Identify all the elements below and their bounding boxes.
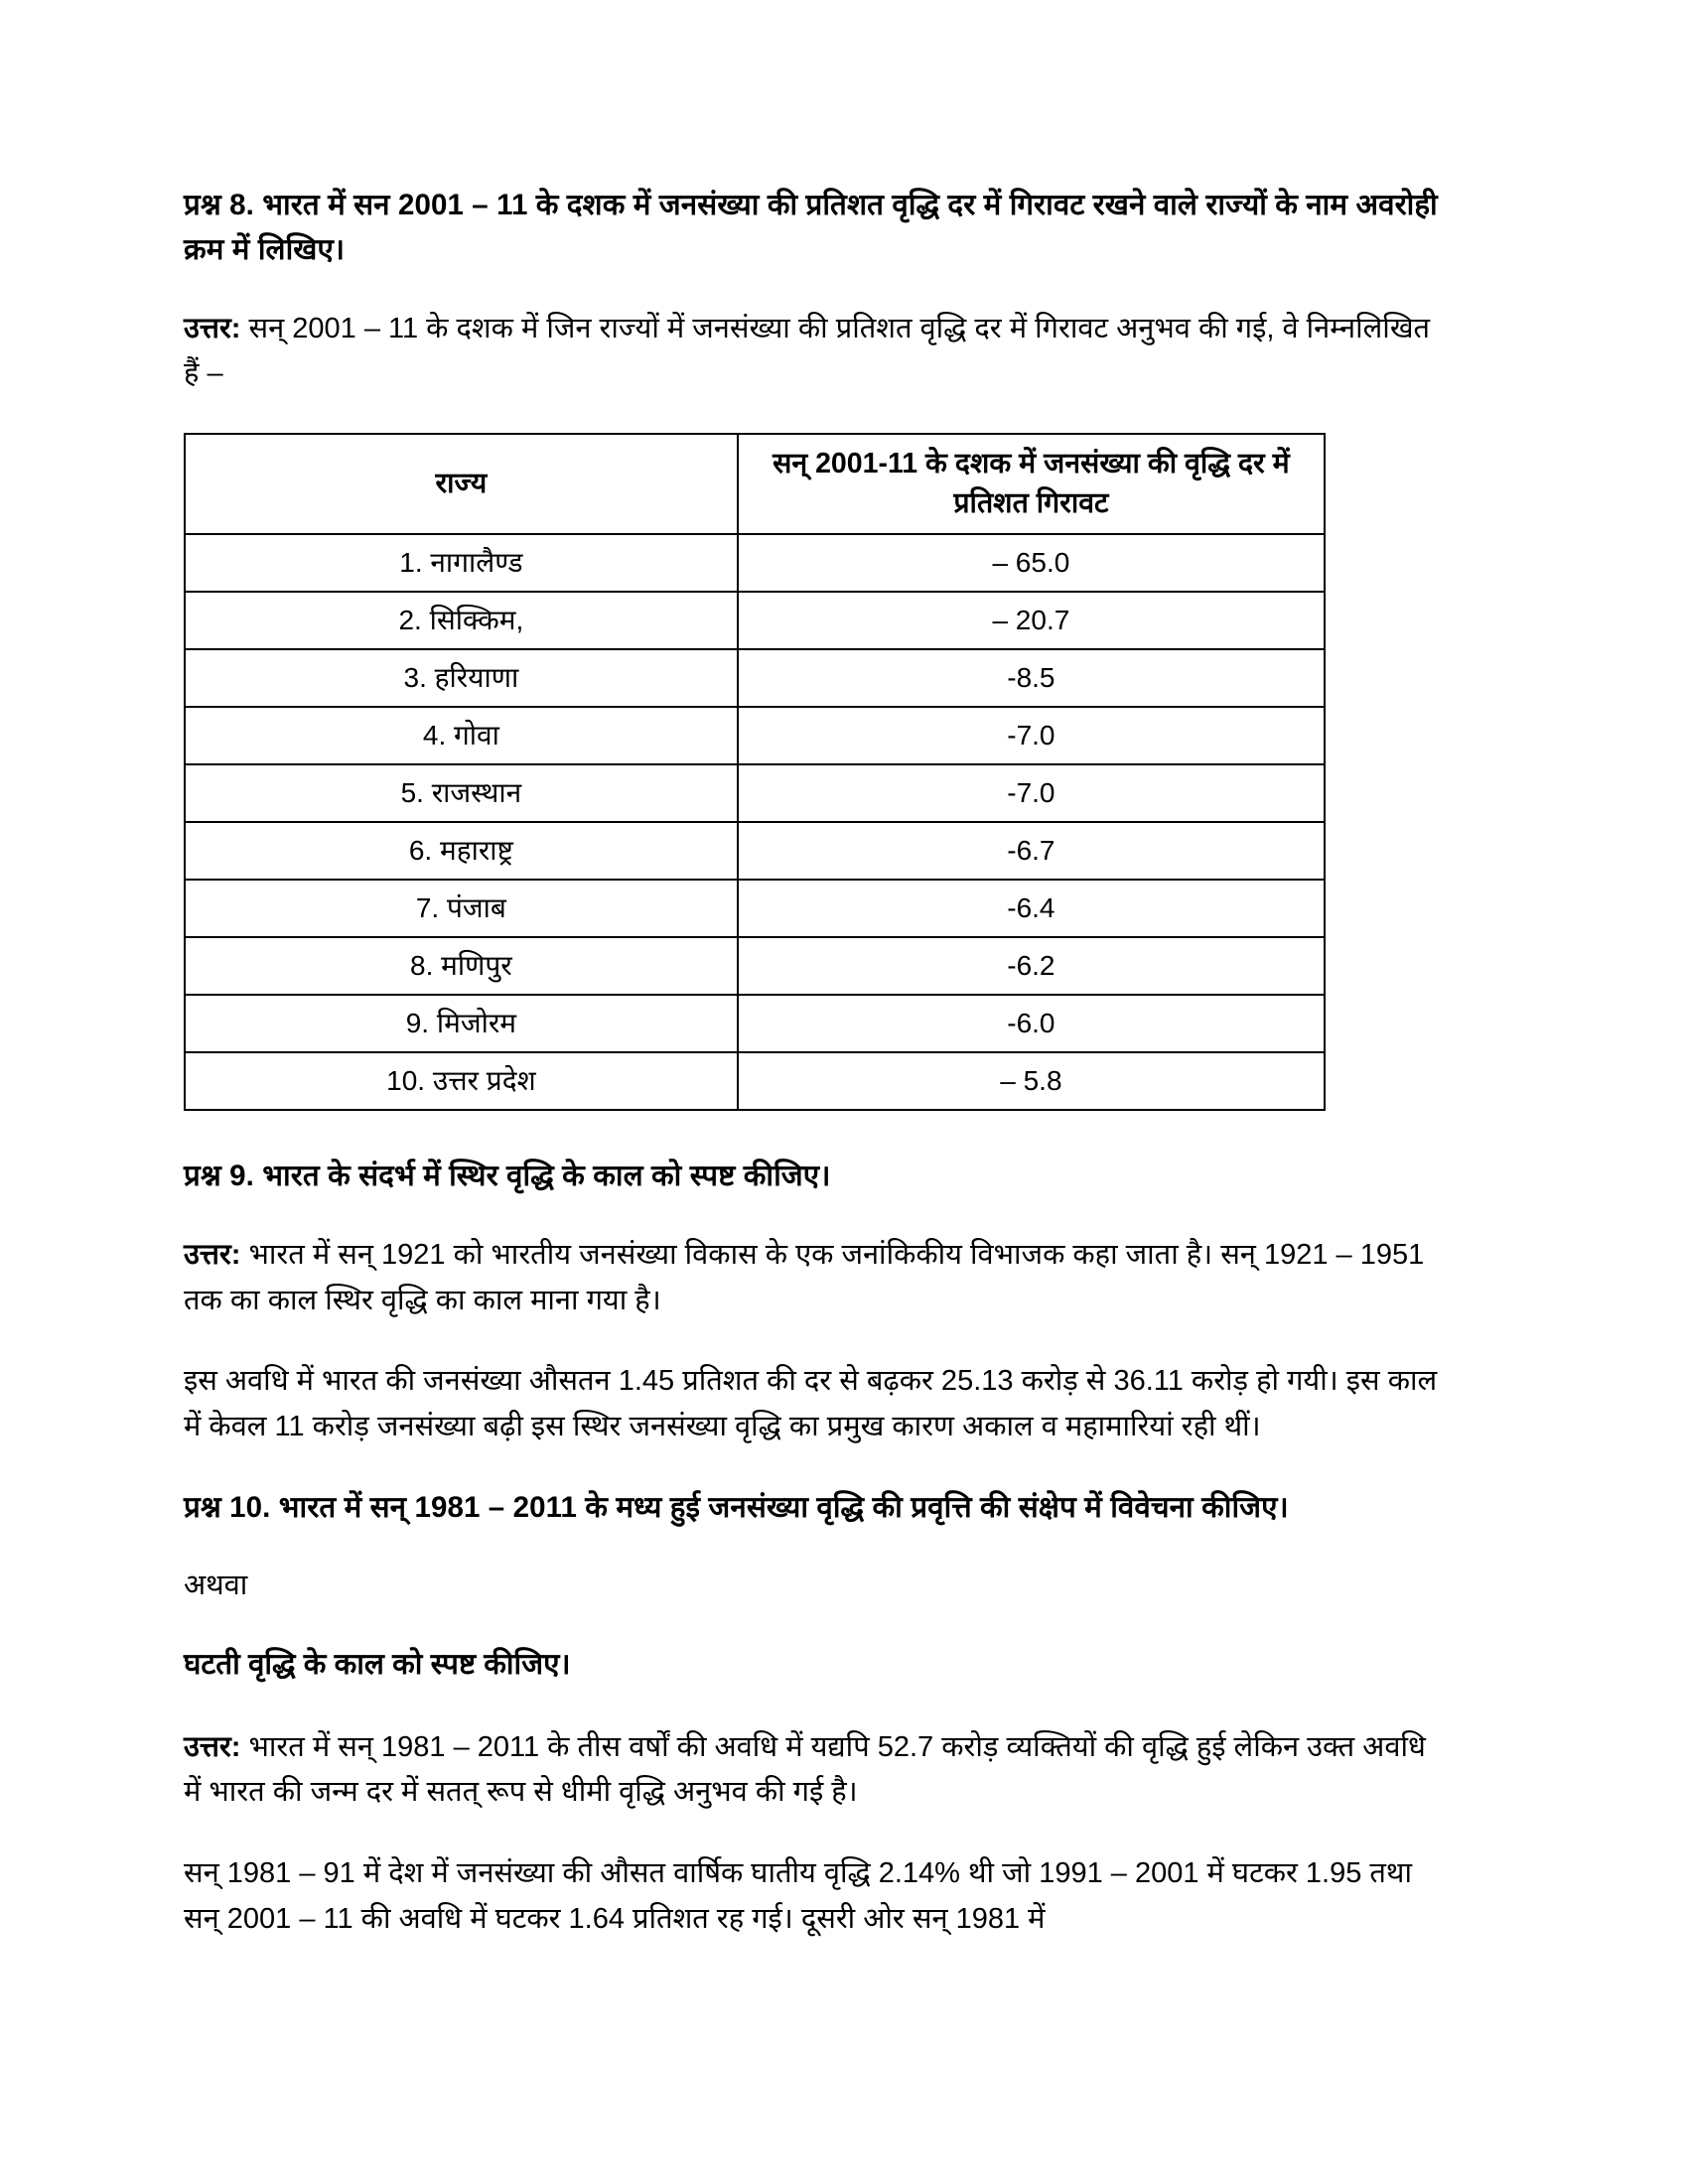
- table-row: [185, 534, 1325, 592]
- answer-text-9: भारत में सन् 1921 को भारतीय जनसंख्या विकास के एक जनांकिकीय विभाजक कहा जाता है। सन् 1921 – 1951 तक का काल स्थिर वृद्धि का काल माना गया है।: [184, 1238, 1425, 1316]
- question-9-answer: [184, 1233, 1440, 1324]
- cell-state: 7. पंजाब: [185, 880, 738, 937]
- table-row: [185, 937, 1325, 995]
- table-body: [185, 534, 1325, 1110]
- cell-value: – 65.0: [738, 534, 1325, 592]
- cell-state: 8. मणिपुर: [185, 937, 738, 995]
- cell-state: 1. नागालैण्ड: [185, 534, 738, 592]
- cell-state: 9. मिजोरम: [185, 995, 738, 1052]
- cell-state: 5. राजस्थान: [185, 764, 738, 822]
- table-header-row: [185, 434, 1325, 534]
- answer-text-8: सन् 2001 – 11 के दशक में जिन राज्यों में जनसंख्या की प्रतिशत वृद्धि दर में गिरावट अनुभव की गई, वे निम्नलिखित हैं –: [184, 312, 1431, 390]
- table-row: [185, 880, 1325, 937]
- cell-value: -6.7: [738, 822, 1325, 880]
- cell-value: -6.2: [738, 937, 1325, 995]
- table-row: [185, 822, 1325, 880]
- answer-text-10: भारत में सन् 1981 – 2011 के तीस वर्षों की अवधि में यद्यपि 52.7 करोड़ व्यक्तियों की वृद्धि हुई लेकिन उक्त अवधि में भारत की जन्म दर में सतत् रूप से धीमी वृद्धि अनुभव की गई है।: [184, 1730, 1426, 1809]
- column-header-state: राज्य: [185, 434, 738, 534]
- cell-value: -6.4: [738, 880, 1325, 937]
- table-head: [185, 434, 1325, 534]
- document-content: [184, 184, 1440, 1943]
- cell-state: 6. महाराष्ट्र: [185, 822, 738, 880]
- question-10-heading: प्रश्न 10. भारत में सन् 1981 – 2011 के मध्य हुई जनसंख्या वृद्धि की प्रवृत्ति की संक्षेप में विवेचना कीजिए।: [184, 1491, 1289, 1525]
- question-10-answer: [184, 1725, 1440, 1817]
- table-row: [185, 995, 1325, 1052]
- question-9-paragraph-2: इस अवधि में भारत की जनसंख्या औसतन 1.45 प्रतिशत की दर से बढ़कर 25.13 करोड़ से 36.11 करोड़ हो गयी। इस काल में केवल 11 करोड़ जनसंख्या बढ़ी इस स्थिर जनसंख्या वृद्धि का प्रमुख कारण अकाल व महामारियां रही थीं।: [184, 1365, 1438, 1443]
- cell-state: 4. गोवा: [185, 707, 738, 764]
- table-row: [185, 1052, 1325, 1110]
- answer-label-8: उत्तर:: [184, 312, 241, 344]
- table-row: [185, 592, 1325, 649]
- question-8-answer: [184, 307, 1440, 398]
- cell-value: – 5.8: [738, 1052, 1325, 1110]
- question-9-heading: प्रश्न 9. भारत के संदर्भ में स्थिर वृद्धि के काल को स्पष्ट कीजिए।: [184, 1159, 831, 1192]
- answer-label-10: उत्तर:: [184, 1730, 241, 1763]
- answer-label-9: उत्तर:: [184, 1238, 241, 1271]
- question-10-alternative-heading: घटती वृद्धि के काल को स्पष्ट कीजिए।: [184, 1648, 571, 1682]
- column-header-decline: सन् 2001-11 के दशक में जनसंख्या की वृद्धि दर में प्रतिशत गिरावट: [738, 434, 1325, 534]
- cell-state: 3. हरियाणा: [185, 649, 738, 707]
- population-decline-table: [184, 433, 1326, 1111]
- table-row: [185, 707, 1325, 764]
- cell-value: -7.0: [738, 764, 1325, 822]
- cell-state: 10. उत्तर प्रदेश: [185, 1052, 738, 1110]
- cell-value: -6.0: [738, 995, 1325, 1052]
- alternative-word: अथवा: [184, 1569, 248, 1601]
- table-row: [185, 649, 1325, 707]
- cell-state: 2. सिक्किम,: [185, 592, 738, 649]
- question-8-heading: प्रश्न 8. भारत में सन 2001 – 11 के दशक में जनसंख्या की प्रतिशत वृद्धि दर में गिरावट रखने वाले राज्यों के नाम अवरोही क्रम में लिखिए।: [184, 189, 1438, 266]
- question-10-paragraph-2: सन् 1981 – 91 में देश में जनसंख्या की औसत वार्षिक घातीय वृद्धि 2.14% थी जो 1991 – 2001 में घटकर 1.95 तथा सन् 2001 – 11 की अवधि में घटकर 1.64 प्रतिशत रह गई। दूसरी ओर सन् 1981 में: [184, 1857, 1412, 1936]
- cell-value: -7.0: [738, 707, 1325, 764]
- table-row: [185, 764, 1325, 822]
- cell-value: – 20.7: [738, 592, 1325, 649]
- cell-value: -8.5: [738, 649, 1325, 707]
